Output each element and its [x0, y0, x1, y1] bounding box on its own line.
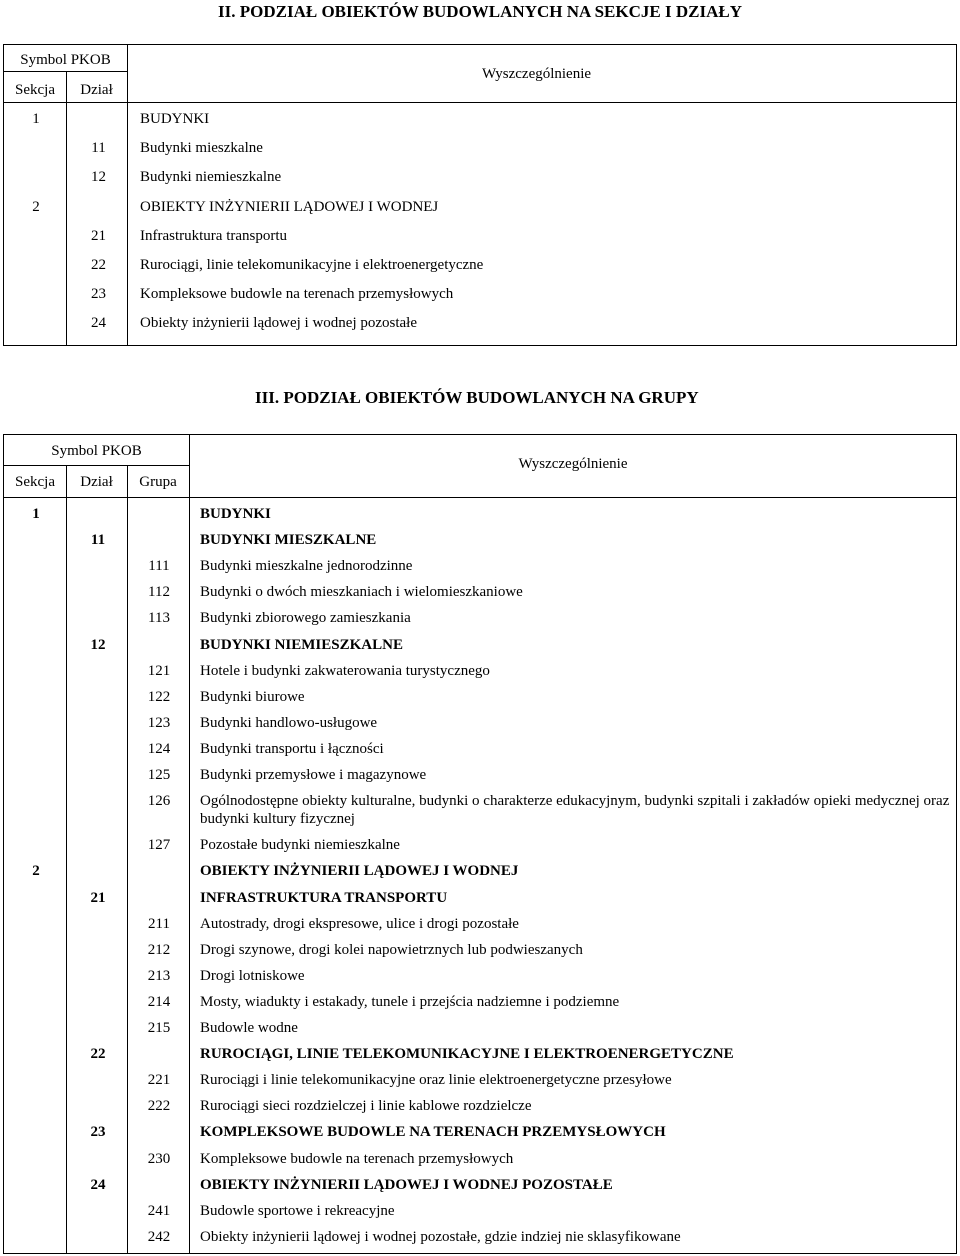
name-cell: OBIEKTY INŻYNIERII LĄDOWEJ I WODNEJ POZOSTAŁE [200, 1176, 613, 1193]
dzial-cell: 24 [91, 315, 106, 332]
table-row [4, 224, 956, 253]
grupa-cell: 127 [147, 837, 171, 854]
name-cell: BUDYNKI [140, 111, 210, 127]
dzial-cell: 22 [91, 257, 106, 273]
grupa-cell: 124 [147, 740, 171, 757]
name-cell: BUDYNKI NIEMIESZKALNE [200, 636, 403, 653]
header-bottom-border [4, 497, 956, 498]
grupa-cell: 122 [147, 688, 171, 705]
name-cell: Drogi szynowe, drogi kolei napowietrznych lub podwieszanych [200, 941, 583, 958]
name-cell: OBIEKTY INŻYNIERII LĄDOWEJ I WODNEJ [200, 863, 519, 880]
name-cell: Mosty, wiadukty i estakady, tunele i przejścia nadziemne i podziemne [200, 993, 620, 1010]
name-cell: Budynki przemysłowe i magazynowe [200, 767, 427, 783]
header-divider [4, 71, 127, 72]
name-cell: INFRASTRUKTURA TRANSPORTU [200, 889, 448, 906]
section-2-title: II. PODZIAŁ OBIEKTÓW BUDOWLANYCH NA SEKCJE I DZIAŁY [218, 2, 742, 21]
grupa-cell: 214 [147, 993, 171, 1010]
dzial-cell: 11 [91, 140, 106, 157]
grupy-table [3, 434, 957, 1254]
dzial-cell: 22 [90, 1046, 106, 1063]
sekcja-cell: 1 [32, 506, 40, 522]
grupa-cell: 111 [148, 558, 170, 575]
dzial-cell: 24 [90, 1176, 106, 1193]
dzial-header: Dział [80, 474, 113, 490]
table-row [4, 165, 956, 194]
name-cell: Pozostałe budynki niemieszkalne [200, 837, 400, 854]
grupa-cell: 126 [147, 793, 171, 810]
sekcja-cell: 1 [32, 111, 40, 127]
name-cell: Budynki mieszkalne [140, 140, 263, 157]
wyszczegolnienie-header: Wyszczególnienie [518, 456, 628, 472]
grupa-cell: 215 [147, 1020, 171, 1036]
grupa-cell: 222 [147, 1098, 171, 1115]
grupa-cell: 221 [147, 1072, 171, 1089]
name-cell: Kompleksowe budowle na terenach przemysłowych [200, 1150, 514, 1167]
grupa-header: Grupa [139, 474, 177, 490]
sekcja-header: Sekcja [15, 474, 55, 490]
grupa-cell: 123 [147, 714, 171, 731]
name-cell: Obiekty inżynierii lądowej i wodnej pozostałe [140, 315, 418, 332]
grupa-cell: 212 [147, 941, 171, 958]
header-bottom-border [4, 102, 956, 103]
table-row [4, 311, 956, 340]
name-cell: OBIEKTY INŻYNIERII LĄDOWEJ I WODNEJ [140, 198, 439, 215]
name-cell: BUDYNKI [200, 506, 271, 522]
name-cell: Budowle wodne [200, 1020, 298, 1036]
grupa-cell: 211 [148, 915, 170, 932]
dzial-cell: 11 [90, 532, 106, 549]
name-cell: Rurociągi i linie telekomunikacyjne oraz linie elektroenergetyczne przesyłowe [200, 1072, 672, 1089]
dzial-cell: 21 [90, 889, 106, 906]
table-row [4, 282, 956, 311]
name-cell: Hotele i budynki zakwaterowania turystycznego [200, 662, 490, 679]
grupa-cell: 241 [147, 1202, 171, 1219]
grupa-cell: 230 [147, 1150, 171, 1167]
grupa-cell: 121 [147, 662, 171, 679]
name-cell: Budynki biurowe [200, 688, 305, 705]
table-row [4, 253, 956, 282]
sekcje-dzialy-table: Symbol PKOB Sekcja Dział Wyszczególnienie 1 BUDYNKI 11 Budynki mieszkalne 12 Budynki niemieszkalne 2 OBIEKTY INŻYNIERII LĄDOWEJ I WODNEJ 21 Infrastruktura transportu 22 Rurociągi, linie telekomunikacyjne i elektroenergetyczne 23 Kompleksowe budowle na terenach przemysłowych 24 Obiekty inżynierii lądowej i wodnej pozostałe [3, 44, 957, 346]
sekcja-cell: 2 [32, 198, 40, 215]
name-cell: Budynki transportu i łączności [200, 740, 384, 757]
grupa-cell: 242 [147, 1228, 171, 1245]
dzial-cell: 12 [90, 636, 106, 653]
column-divider [66, 465, 67, 1253]
name-cell: BUDYNKI MIESZKALNE [200, 532, 377, 549]
grupa-cell: 113 [148, 610, 170, 627]
sekcja-cell: 2 [32, 863, 40, 880]
name-cell: RUROCIĄGI, LINIE TELEKOMUNIKACYJNE I ELEKTROENERGETYCZNE [200, 1046, 734, 1063]
table-row [4, 136, 956, 165]
dzial-cell: 23 [90, 1124, 106, 1141]
grupa-cell: 213 [147, 967, 171, 984]
symbol-pkob-header: Symbol PKOB [20, 52, 111, 68]
name-cell: Budynki handlowo-usługowe [200, 714, 378, 731]
name-cell: Obiekty inżynierii lądowej i wodnej pozostałe, gdzie indziej nie sklasyfikowane [200, 1228, 681, 1245]
dzial-cell: 23 [91, 286, 106, 303]
dzial-header: Dział [80, 82, 113, 98]
name-cell: Kompleksowe budowle na terenach przemysłowych [140, 286, 454, 303]
name-cell: Budynki mieszkalne jednorodzinne [200, 558, 413, 575]
table-row [4, 195, 956, 224]
table-row [4, 107, 956, 136]
name-cell: Budynki niemieszkalne [140, 169, 282, 186]
dzial-cell: 12 [91, 169, 106, 186]
name-cell: Ogólnodostępne obiekty kulturalne, budynki o charakterze edukacyjnym, budynki szpitali i zakładów opieki medycznej oraz budynki kultury fizycznej [200, 793, 950, 828]
name-cell: Drogi lotniskowe [200, 967, 305, 984]
name-cell: Budynki o dwóch mieszkaniach i wielomieszkaniowe [200, 584, 523, 601]
name-cell: Budowle sportowe i rekreacyjne [200, 1202, 395, 1219]
header-divider [4, 465, 189, 466]
grupa-cell: 112 [148, 584, 170, 601]
symbol-pkob-header: Symbol PKOB [51, 443, 142, 459]
grupa-cell: 125 [147, 767, 171, 783]
dzial-cell: 21 [91, 227, 106, 244]
section-3-title: III. PODZIAŁ OBIEKTÓW BUDOWLANYCH NA GRUPY [255, 388, 699, 407]
name-cell: KOMPLEKSOWE BUDOWLE NA TERENACH PRZEMYSŁOWYCH [200, 1124, 666, 1141]
name-cell: Infrastruktura transportu [140, 227, 288, 244]
name-cell: Autostrady, drogi ekspresowe, ulice i drogi pozostałe [200, 915, 519, 932]
name-cell: Rurociągi sieci rozdzielczej i linie kablowe rozdzielcze [200, 1098, 532, 1115]
name-cell: Budynki zbiorowego zamieszkania [200, 610, 411, 627]
sekcja-header: Sekcja [15, 82, 55, 98]
name-cell: Rurociągi, linie telekomunikacyjne i elektroenergetyczne [140, 257, 484, 273]
